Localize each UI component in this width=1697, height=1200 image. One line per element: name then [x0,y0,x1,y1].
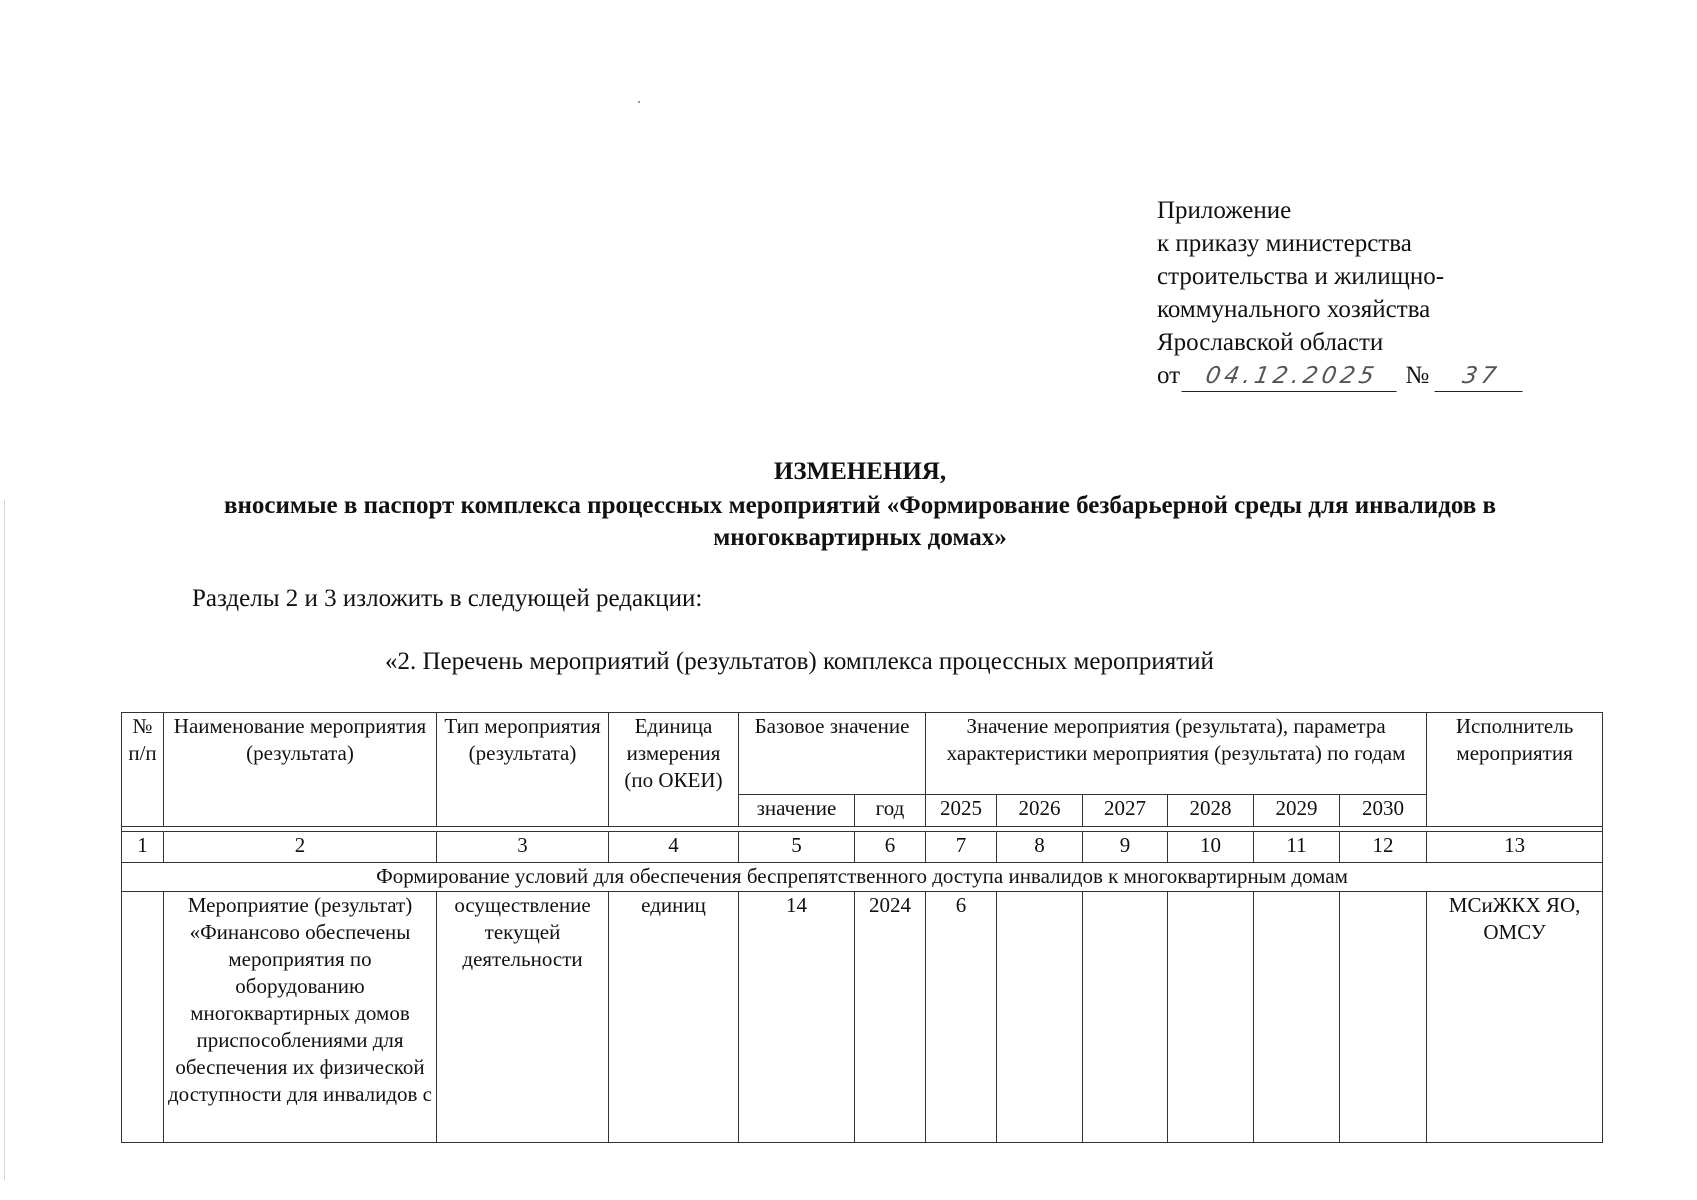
cell-year-value [1340,892,1427,1143]
appendix-line: Приложение [1157,197,1292,224]
appendix-line: коммунального хозяйства [1157,296,1431,323]
list-title: «2. Перечень мероприятий (результатов) комплекса процессных мероприятий [385,648,1214,675]
column-number: 1 [122,832,164,863]
header-year: 2028 [1168,795,1254,827]
document-subtitle: вносимые в паспорт комплекса процессных мероприятий «Формирование безбарьерной среды для инвалидов в многоквартирных домах» [224,492,1496,551]
cell-executor: МСиЖКХ ЯО, ОМСУ [1427,892,1603,1143]
header-num: № п/п [122,713,164,827]
header-values-group: Значение мероприятия (результата), параметра характеристики мероприятия (результата) по годам [926,713,1427,795]
column-number: 6 [855,832,926,863]
cell-base-year: 2024 [855,892,926,1143]
cell-name: Мероприятие (результат) «Финансово обеспечены мероприятия по оборудованию многоквартирных домов приспособлениями для обеспечения их физической доступности для инвалидов с [164,892,437,1143]
header-base-year: год [855,795,926,827]
from-label: от [1157,362,1181,389]
column-number: 4 [609,832,739,863]
column-number: 8 [997,832,1083,863]
scan-speck [638,101,640,103]
cell-year-value: 6 [926,892,997,1143]
intro-paragraph: Разделы 2 и 3 изложить в следующей редакции: [192,585,703,612]
scan-edge-line [4,500,5,1180]
handwritten-number: 37 [1435,363,1528,392]
column-number: 12 [1340,832,1427,863]
column-number: 10 [1168,832,1254,863]
header-row [122,713,1603,795]
cell-year-value [997,892,1083,1143]
measures-table [121,712,1603,1143]
column-number: 2 [164,832,437,863]
cell-year-value [1168,892,1254,1143]
appendix-line: строительства и жилищно- [1157,263,1445,290]
document-title: ИЗМЕНЕНИЯ, [773,458,947,485]
cell-year-value [1254,892,1340,1143]
column-number: 13 [1427,832,1603,863]
column-number: 5 [739,832,855,863]
header-year: 2030 [1340,795,1427,827]
appendix-block [1157,194,1525,392]
header-type: Тип мероприятия (результата) [437,713,609,827]
column-number: 11 [1254,832,1340,863]
header-year: 2026 [997,795,1083,827]
appendix-line: Ярославской области [1157,329,1384,356]
header-name: Наименование мероприятия (результата) [164,713,437,827]
header-year: 2029 [1254,795,1340,827]
cell-num [122,892,164,1143]
cell-type: осуществление текущей деятельности [437,892,609,1143]
header-base: Базовое значение [739,713,926,795]
cell-year-value [1083,892,1168,1143]
section-row [122,863,1603,892]
handwritten-date: 04.12.2025 [1182,363,1402,392]
column-number-row [122,832,1603,863]
cell-base-value: 14 [739,892,855,1143]
appendix-date-line [1157,359,1525,392]
section-title: Формирование условий для обеспечения беспрепятственного доступа инвалидов к многоквартирным домам [122,863,1603,892]
header-executor: Исполнитель мероприятия [1427,713,1603,827]
column-number: 3 [437,832,609,863]
appendix-line: к приказу министерства [1157,230,1412,257]
column-number: 7 [926,832,997,863]
header-year: 2025 [926,795,997,827]
header-unit: Единица измерения (по ОКЕИ) [609,713,739,827]
header-year: 2027 [1083,795,1168,827]
table-row [122,892,1603,1143]
column-number: 9 [1083,832,1168,863]
number-label: № [1405,362,1430,389]
header-base-value: значение [739,795,855,827]
cell-unit: единиц [609,892,739,1143]
